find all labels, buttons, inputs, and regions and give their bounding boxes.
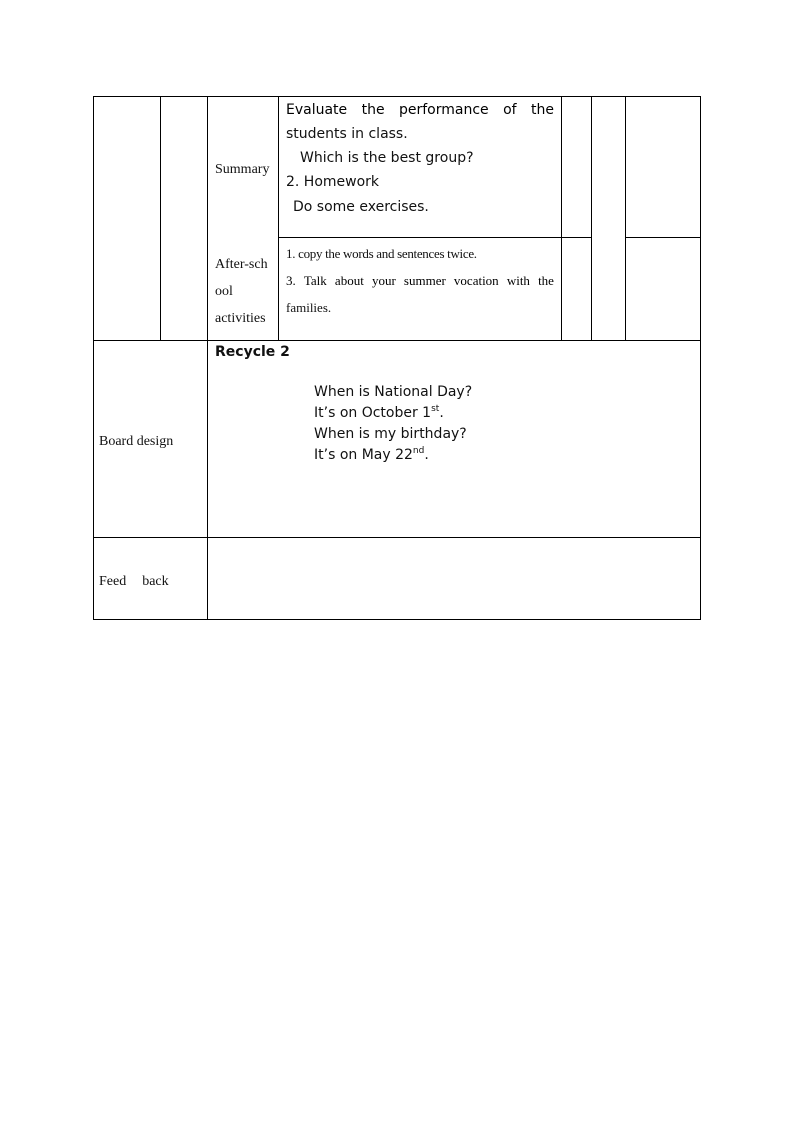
after-school-line-3: families.	[286, 300, 332, 315]
word: the	[531, 102, 554, 118]
word: summer	[403, 273, 446, 288]
summary-line-3: Which is the best group?	[300, 150, 474, 166]
summary-line-5: Do some exercises.	[293, 199, 429, 215]
word: Evaluate	[286, 102, 348, 118]
board-line-4-text: It’s on May 22	[314, 447, 413, 463]
after-school-label-3: activities	[215, 311, 266, 326]
board-line-2-text: It’s on October 1	[314, 405, 432, 421]
word: the	[361, 102, 385, 118]
board-design-title: Recycle 2	[215, 344, 290, 360]
board-line-2-end: .	[439, 405, 444, 421]
summary-label: Summary	[215, 162, 270, 177]
board-line-4-end: .	[424, 447, 429, 463]
board-line-4-sup: nd	[412, 446, 425, 456]
word: of	[503, 102, 517, 118]
board-design-label: Board design	[99, 434, 174, 449]
summary-line-2: students in class.	[286, 126, 408, 142]
feedback-label	[99, 574, 169, 590]
word: your	[371, 273, 396, 288]
word: Talk	[303, 273, 327, 288]
summary-evaluate-line	[286, 102, 554, 118]
feedback-word-2: back	[142, 574, 169, 589]
after-school-label-2: ool	[215, 284, 233, 299]
board-line-3: When is my birthday?	[314, 426, 467, 442]
after-school-line-2	[286, 273, 554, 289]
word: the	[538, 273, 554, 288]
board-line-4	[314, 447, 429, 463]
board-line-2	[314, 405, 444, 421]
board-line-2-sup: st	[431, 404, 440, 414]
board-line-1: When is National Day?	[314, 384, 473, 400]
word: performance	[398, 102, 489, 118]
word: about	[334, 273, 364, 288]
after-school-label-1: After-sch	[215, 257, 268, 272]
feedback-word-1: Feed	[99, 574, 127, 589]
summary-line-4: 2. Homework	[286, 174, 380, 190]
word: with	[506, 273, 530, 288]
word: vocation	[453, 273, 499, 288]
after-school-line-1: 1. copy the words and sentences twice.	[286, 246, 477, 261]
word: 3.	[286, 273, 296, 288]
